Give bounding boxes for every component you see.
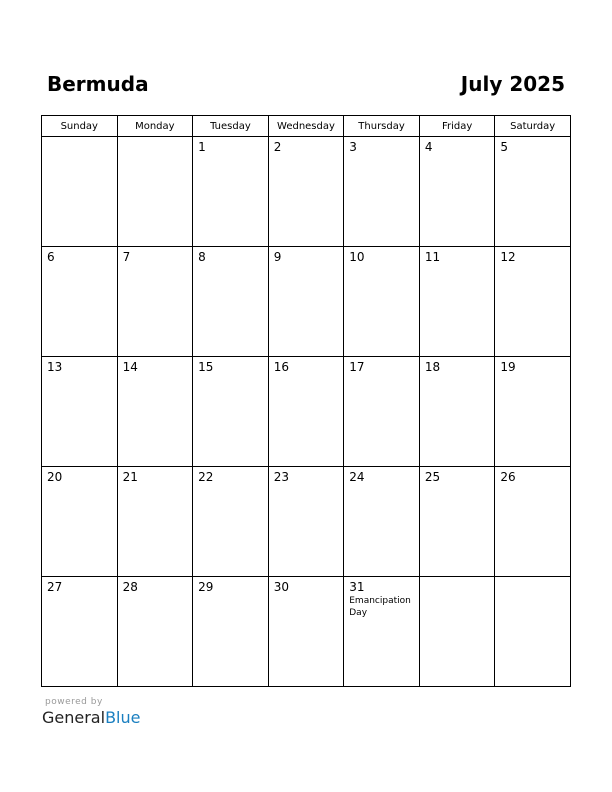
day-cell xyxy=(193,577,269,687)
day-number: 5 xyxy=(500,140,509,154)
day-number: 11 xyxy=(424,250,441,264)
day-number: 17 xyxy=(349,360,365,374)
week-row xyxy=(42,577,571,687)
day-number xyxy=(118,137,193,140)
weekday-header: Saturday xyxy=(495,116,571,137)
day-cell xyxy=(419,357,495,467)
weekday-header: Tuesday xyxy=(193,116,269,137)
day-number: 19 xyxy=(500,360,516,374)
day-cell xyxy=(268,577,344,687)
powered-by-text: powered by xyxy=(45,697,103,707)
weekday-header: Monday xyxy=(117,116,193,137)
day-number: 29 xyxy=(198,580,214,594)
weekday-header: Wednesday xyxy=(268,116,344,137)
day-cell xyxy=(495,137,571,247)
holiday-label: Emancipation Day xyxy=(349,596,411,618)
day-cell xyxy=(344,577,420,687)
day-cell xyxy=(117,467,193,577)
calendar-grid xyxy=(41,115,571,687)
day-number: 21 xyxy=(122,470,138,484)
day-number: 14 xyxy=(122,360,138,374)
day-number xyxy=(420,577,495,580)
day-number: 31 xyxy=(349,580,365,594)
day-cell xyxy=(117,137,193,247)
day-cell xyxy=(344,357,420,467)
weekday-header: Sunday xyxy=(42,116,118,137)
day-number: 7 xyxy=(122,250,131,264)
day-number: 4 xyxy=(424,140,433,154)
weekday-header: Friday xyxy=(419,116,495,137)
day-number: 27 xyxy=(47,580,63,594)
weekday-header: Thursday xyxy=(344,116,420,137)
day-cell xyxy=(193,357,269,467)
day-number: 26 xyxy=(500,470,516,484)
day-cell xyxy=(193,247,269,357)
day-number xyxy=(495,577,570,580)
day-number: 6 xyxy=(47,250,55,264)
day-number: 24 xyxy=(349,470,365,484)
day-number: 12 xyxy=(500,250,516,264)
day-cell xyxy=(42,577,118,687)
day-cell xyxy=(117,247,193,357)
day-number: 18 xyxy=(424,360,441,374)
week-row xyxy=(42,467,571,577)
day-cell xyxy=(495,247,571,357)
day-cell xyxy=(495,467,571,577)
country-title: Bermuda xyxy=(47,72,149,96)
day-number: 13 xyxy=(47,360,63,374)
day-cell xyxy=(419,467,495,577)
weekday-header-row xyxy=(42,116,571,137)
day-number: 2 xyxy=(273,140,282,154)
day-cell xyxy=(495,577,571,687)
day-cell xyxy=(344,137,420,247)
day-cell xyxy=(344,467,420,577)
day-number: 15 xyxy=(198,360,214,374)
day-number: 23 xyxy=(273,470,289,484)
day-number: 10 xyxy=(349,250,365,264)
day-cell xyxy=(42,247,118,357)
logo-blue-text: Blue xyxy=(105,708,141,727)
day-cell xyxy=(495,357,571,467)
day-number: 3 xyxy=(349,140,357,154)
day-cell xyxy=(193,467,269,577)
day-cell xyxy=(42,467,118,577)
day-cell xyxy=(117,577,193,687)
day-cell xyxy=(344,247,420,357)
month-year-title: July 2025 xyxy=(460,72,565,96)
day-cell xyxy=(419,137,495,247)
day-number: 20 xyxy=(47,470,63,484)
day-number: 30 xyxy=(273,580,289,594)
day-cell xyxy=(268,137,344,247)
logo-general-text: General xyxy=(42,708,106,727)
week-row xyxy=(42,137,571,247)
day-cell xyxy=(419,247,495,357)
day-number: 8 xyxy=(198,250,206,264)
day-number xyxy=(42,137,117,140)
day-cell xyxy=(117,357,193,467)
day-number: 22 xyxy=(198,470,214,484)
week-row xyxy=(42,357,571,467)
generalblue-logo[interactable] xyxy=(42,708,140,728)
day-cell xyxy=(42,357,118,467)
day-number: 16 xyxy=(273,360,289,374)
day-cell xyxy=(193,137,269,247)
day-number: 25 xyxy=(424,470,441,484)
day-cell xyxy=(419,577,495,687)
day-number: 1 xyxy=(198,140,206,154)
day-cell xyxy=(268,247,344,357)
day-number: 28 xyxy=(122,580,138,594)
day-cell xyxy=(268,467,344,577)
day-number: 9 xyxy=(273,250,282,264)
day-cell xyxy=(42,137,118,247)
day-cell xyxy=(268,357,344,467)
week-row xyxy=(42,247,571,357)
